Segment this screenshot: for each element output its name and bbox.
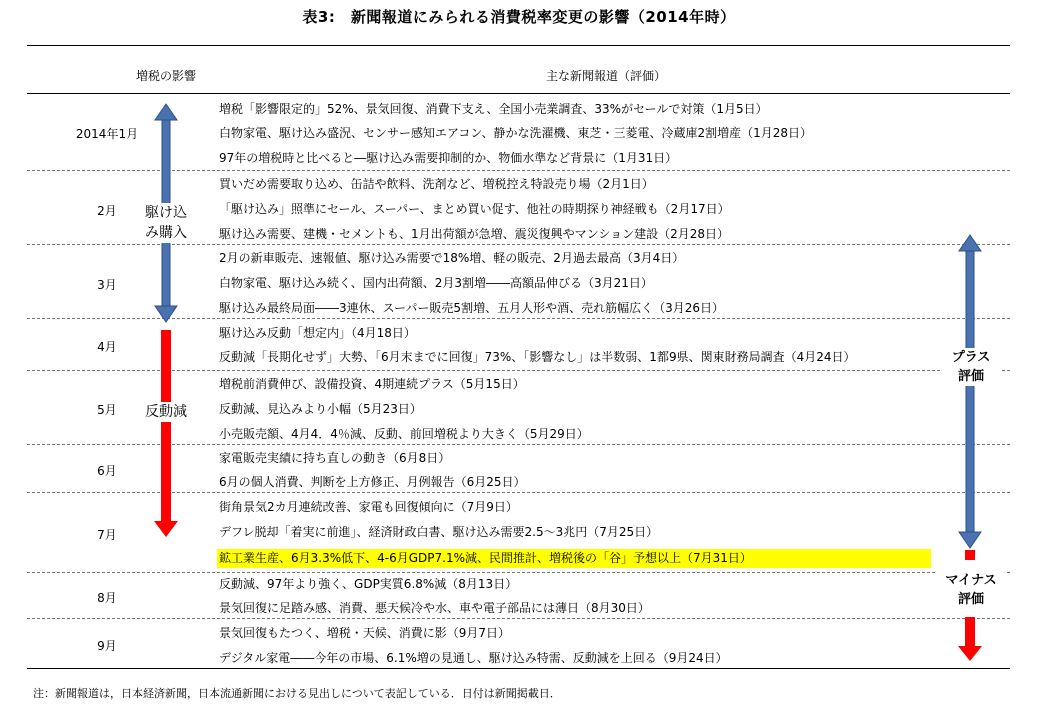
report-entry: 駆け込み反動「想定内」（4月18日） [219,326,416,340]
report-entry: 「駆け込み」照準にセール、スーパー、まとめ買い促す、他社の時期探り神経戦も（2月17日） [219,202,730,216]
report-entry: デフレ脱却「着実に前進」、経済財政白書、駆け込み需要2.5～3兆円（7月25日） [219,525,659,539]
month-label-sep: 9月 [97,639,117,653]
label-minus-line2: 評価 [957,592,984,607]
right-red-down-arrow [958,617,982,661]
label-minus-evaluation [936,571,1006,609]
label-kakekomi-line2: み購入 [145,225,187,241]
month-label-jan: 2014年1月 [75,127,139,141]
label-handogen [134,402,198,422]
month-label-apr: 4月 [97,340,117,354]
report-entry: デジタル家電――今年の市場、6.1%増の見通し、駆け込み特需、反動減を上回る（9月24日） [219,651,728,665]
report-entry: 反動減「長期化せず」大勢、「6月末までに回復」73%、「影響なし」は半数弱、1都9県、関東財務局調査（4月24日） [219,350,856,364]
report-entry: 反動減、見込みより小幅（5月23日） [219,402,422,416]
report-entry: 街角景気2カ月連続改善、家電も回復傾向に（7月9日） [219,500,518,514]
right-blue-double-arrow [959,235,981,548]
label-handogen-text: 反動減 [145,404,187,420]
column-header-effect: 増税の影響 [136,69,197,83]
label-plus-line2: 評価 [957,369,984,384]
month-label-may: 5月 [97,403,117,417]
column-header-reports: 主な新聞報道（評価） [546,69,667,83]
highlighted-report-entry: 鉱工業生産、6月3.3%低下、4-6月GDP7.1%減、民間推計、増税後の「谷」予想以上（7月31日） [217,549,931,568]
month-label-jun: 6月 [97,464,117,478]
table-footnote: 注：新聞報道は，日本経済新聞，日本流通新聞における見出しについて表記している．日付は新聞掲載日． [33,687,561,700]
table-title: 表3: 新聞報道にみられる消費税率変更の影響（2014年時） [302,8,736,26]
report-entry: 97年の増税時と比べると―駆け込み需要抑制的か、物価水準など背景に（1月31日） [219,151,678,165]
report-entry: 駆け込み最終局面――3連休、スーパー販売5割増、五月人形や酒、売れ筋幅広く（3月26日） [219,301,724,315]
report-entry: 小売販売額、4月4．4％減、反動、前回増税より大きく（5月29日） [219,427,589,441]
report-entry: 駆け込み需要、建機・セメントも、1月出荷額が急増、震災復興やマンション建設（2月28日） [219,227,730,241]
left-red-down-arrow [154,330,178,537]
report-entry: 買いだめ需要取り込め、缶詰や飲料、洗剤など、増税控え特設売り場（2月1日） [219,177,654,191]
label-plus-line1: プラス [951,350,991,365]
month-label-jul: 7月 [97,528,117,542]
label-kakekomi [134,203,198,243]
report-entry: 白物家電、駆け込み盛況、センサー感知エアコン、静かな洗濯機、東芝・三菱電、冷蔵庫2割増産（1月28日） [219,126,812,140]
report-entry: 白物家電、駆け込み続く、国内出荷額、2月3割増――高額品伸びる（3月21日） [219,276,653,290]
report-entry: 増税「影響限定的」52%、景気回復、消費下支え、全国小売業調査、33%がセールで対策（1月5日） [219,102,768,116]
label-minus-line1: マイナス [945,573,997,588]
month-label-feb: 2月 [97,204,117,218]
report-entry: 増税前消費伸び、設備投資、4期連続プラス（5月15日） [219,377,525,391]
report-entry: 家電販売実績に持ち直しの動き（6月8日） [219,451,451,465]
report-entry: 景気回復もたつく、増税・天候、消費に影（9月7日） [219,626,511,640]
report-entry: 2月の新車販売、速報値、駆け込み需要で18%増、軽の販売、2月過去最高（3月4日） [219,251,685,265]
report-entry: 反動減、97年より強く、GDP実質6.8%減（8月13日） [219,577,518,591]
label-kakekomi-line1: 駆け込 [145,205,187,221]
report-entry: 景気回復に足踏み感、消費、悪天候冷や水、車や電子部品には薄日（8月30日） [219,601,650,615]
label-plus-evaluation [940,348,1002,386]
month-label-mar: 3月 [97,278,117,292]
right-red-marker [965,550,975,560]
report-entry: 6月の個人消費、判断を上方修正、月例報告（6月25日） [219,475,526,489]
month-label-aug: 8月 [97,591,117,605]
